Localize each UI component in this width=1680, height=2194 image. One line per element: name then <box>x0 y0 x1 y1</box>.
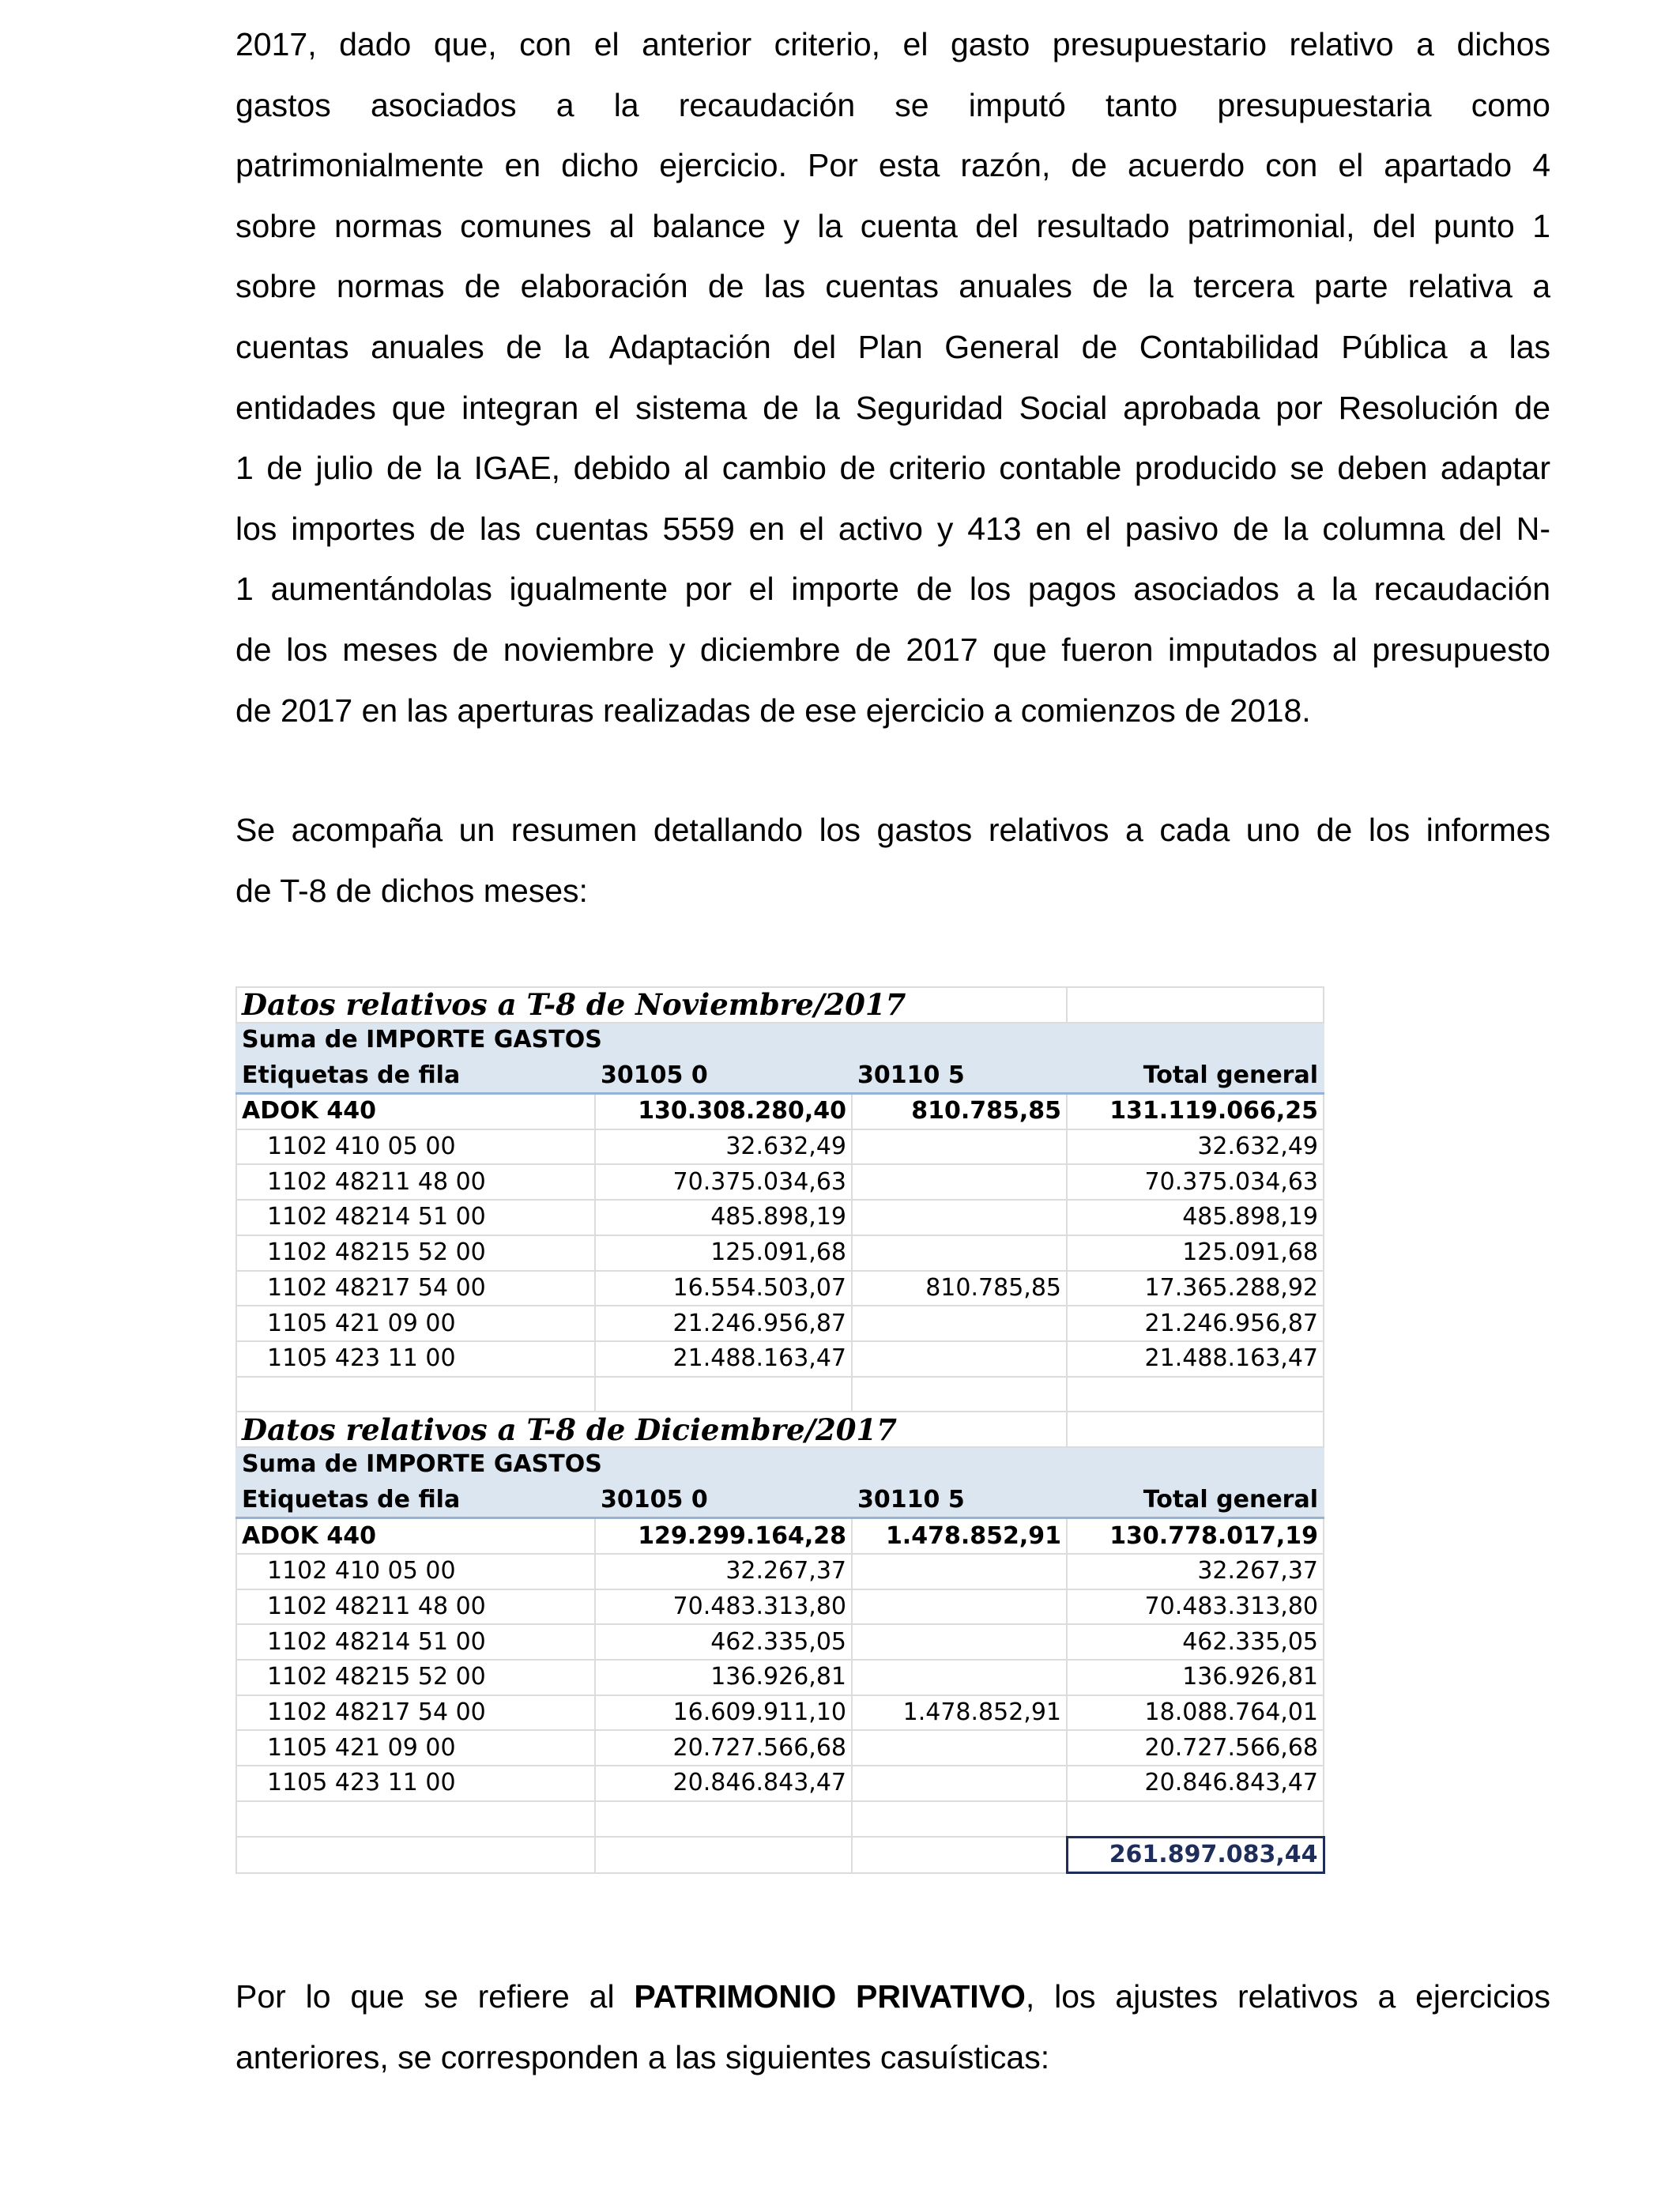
amount-cell: 32.267,37 <box>595 1554 852 1589</box>
table-header-row <box>236 1483 1324 1518</box>
empty-cell <box>236 1837 595 1873</box>
table-row <box>236 1660 1324 1695</box>
amount-cell: 16.554.503,07 <box>595 1271 852 1306</box>
amount-cell <box>852 1235 1067 1271</box>
paragraph-line <box>235 1966 1550 2027</box>
row-label: 1102 48211 48 00 <box>236 1589 595 1625</box>
amount-cell <box>852 1660 1067 1695</box>
amount-cell: 810.785,85 <box>852 1094 1067 1129</box>
paragraph-line: de T-8 de dichos meses: <box>235 872 588 909</box>
paragraph-line: patrimonialmente en dicho ejercicio. Por esta razón, de acuerdo con el apartado 4 <box>235 147 1550 184</box>
blank-row <box>236 1377 1324 1412</box>
empty-cell <box>852 1837 1067 1873</box>
table-subtitle-row <box>236 1447 1324 1483</box>
paragraph-text: , los ajustes relativos a ejercicios <box>1025 1978 1550 2015</box>
grand-total-value: 261.897.083,44 <box>1067 1837 1324 1873</box>
table-total-row <box>236 1094 1324 1129</box>
amount-cell: 136.926,81 <box>595 1660 852 1695</box>
amount-cell <box>852 1129 1067 1165</box>
table-title-row <box>236 987 1324 1023</box>
amount-cell: 129.299.164,28 <box>595 1518 852 1554</box>
amount-cell: 1.478.852,91 <box>852 1518 1067 1554</box>
amount-cell: 810.785,85 <box>852 1271 1067 1306</box>
amount-cell: 70.375.034,63 <box>595 1164 852 1200</box>
amount-cell: 462.335,05 <box>1067 1624 1324 1660</box>
empty-cell <box>595 1377 852 1412</box>
amount-cell: 70.483.313,80 <box>595 1589 852 1625</box>
amount-cell: 18.088.764,01 <box>1067 1695 1324 1731</box>
t8-expenses-table <box>235 986 1325 1874</box>
blank-row <box>236 1801 1324 1837</box>
amount-cell: 20.846.843,47 <box>595 1766 852 1801</box>
column-header: 30110 5 <box>852 1057 1067 1093</box>
table-row <box>236 1624 1324 1660</box>
grand-total-row <box>236 1837 1324 1873</box>
amount-cell: 20.727.566,68 <box>595 1730 852 1766</box>
row-label: 1102 48217 54 00 <box>236 1695 595 1731</box>
table-row <box>236 1554 1324 1589</box>
empty-cell <box>595 1801 852 1837</box>
table-row <box>236 1271 1324 1306</box>
empty-cell <box>1067 1801 1324 1837</box>
row-label: 1105 421 09 00 <box>236 1730 595 1766</box>
row-label: ADOK 440 <box>236 1094 595 1129</box>
patrimonio-privativo-term: PATRIMONIO PRIVATIVO <box>634 1978 1026 2015</box>
column-header: 30110 5 <box>852 1483 1067 1518</box>
amount-cell: 21.246.956,87 <box>1067 1306 1324 1341</box>
row-label: 1102 48215 52 00 <box>236 1660 595 1695</box>
row-label: 1105 423 11 00 <box>236 1341 595 1377</box>
empty-cell <box>236 1801 595 1837</box>
empty-cell <box>236 1377 595 1412</box>
column-header: Etiquetas de fila <box>236 1483 595 1518</box>
amount-cell: 17.365.288,92 <box>1067 1271 1324 1306</box>
amount-cell: 485.898,19 <box>595 1200 852 1235</box>
paragraph-line: cuentas anuales de la Adaptación del Plan General de Contabilidad Pública a las <box>235 328 1550 365</box>
amount-cell: 70.375.034,63 <box>1067 1164 1324 1200</box>
table-row <box>236 1766 1324 1801</box>
amount-cell: 70.483.313,80 <box>1067 1589 1324 1625</box>
row-label: 1102 410 05 00 <box>236 1129 595 1165</box>
column-header: Total general <box>1067 1057 1324 1093</box>
column-header: 30105 0 <box>595 1483 852 1518</box>
empty-cell <box>852 1377 1067 1412</box>
amount-cell: 1.478.852,91 <box>852 1695 1067 1731</box>
table-header-row <box>236 1057 1324 1093</box>
amount-cell: 16.609.911,10 <box>595 1695 852 1731</box>
empty-cell <box>1067 1412 1324 1447</box>
amount-cell: 20.846.843,47 <box>1067 1766 1324 1801</box>
paragraph-line: sobre normas de elaboración de las cuentas anuales de la tercera parte relativa a <box>235 268 1550 305</box>
empty-cell <box>595 1837 852 1873</box>
table-row <box>236 1695 1324 1731</box>
table-row <box>236 1730 1324 1766</box>
row-label: 1102 48215 52 00 <box>236 1235 595 1271</box>
amount-cell <box>852 1341 1067 1377</box>
amount-cell: 131.119.066,25 <box>1067 1094 1324 1129</box>
summary-paragraph <box>235 800 1550 921</box>
intro-paragraph <box>235 14 1550 741</box>
amount-cell <box>852 1766 1067 1801</box>
paragraph-text: Por lo que se refiere al <box>235 1978 635 2015</box>
table-total-row <box>236 1518 1324 1554</box>
amount-cell: 130.308.280,40 <box>595 1094 852 1129</box>
amount-cell: 21.488.163,47 <box>595 1341 852 1377</box>
amount-cell: 32.632,49 <box>1067 1129 1324 1165</box>
amount-cell <box>852 1200 1067 1235</box>
table-row <box>236 1129 1324 1165</box>
amount-cell: 21.488.163,47 <box>1067 1341 1324 1377</box>
amount-cell: 32.267,37 <box>1067 1554 1324 1589</box>
row-label: 1102 48211 48 00 <box>236 1164 595 1200</box>
table-row <box>236 1341 1324 1377</box>
row-label: ADOK 440 <box>236 1518 595 1554</box>
column-header: Etiquetas de fila <box>236 1057 595 1093</box>
amount-cell: 32.632,49 <box>595 1129 852 1165</box>
amount-cell <box>852 1589 1067 1625</box>
table-row <box>236 1200 1324 1235</box>
column-header: Total general <box>1067 1483 1324 1518</box>
row-label: 1102 48214 51 00 <box>236 1624 595 1660</box>
paragraph-line: de 2017 en las aperturas realizadas de ese ejercicio a comienzos de 2018. <box>235 692 1311 729</box>
column-header: 30105 0 <box>595 1057 852 1093</box>
amount-cell: 136.926,81 <box>1067 1660 1324 1695</box>
table-title: Datos relativos a T-8 de Diciembre/2017 <box>236 1412 1067 1447</box>
paragraph-line: de los meses de noviembre y diciembre de 2017 que fueron imputados al presupuesto <box>235 631 1550 668</box>
empty-cell <box>852 1801 1067 1837</box>
amount-cell: 21.246.956,87 <box>595 1306 852 1341</box>
row-label: 1102 48214 51 00 <box>236 1200 595 1235</box>
patrimonio-paragraph <box>235 1966 1550 2087</box>
table-subtitle: Suma de IMPORTE GASTOS <box>236 1447 1324 1483</box>
row-label: 1102 410 05 00 <box>236 1554 595 1589</box>
row-label: 1105 423 11 00 <box>236 1766 595 1801</box>
table-row <box>236 1164 1324 1200</box>
amount-cell: 125.091,68 <box>595 1235 852 1271</box>
amount-cell: 125.091,68 <box>1067 1235 1324 1271</box>
amount-cell <box>852 1730 1067 1766</box>
paragraph-line: Se acompaña un resumen detallando los gastos relativos a cada uno de los informes <box>235 812 1550 848</box>
table-title: Datos relativos a T-8 de Noviembre/2017 <box>236 987 1067 1023</box>
amount-cell <box>852 1164 1067 1200</box>
paragraph-line: sobre normas comunes al balance y la cuenta del resultado patrimonial, del punto 1 <box>235 207 1550 244</box>
table-row <box>236 1306 1324 1341</box>
table-subtitle: Suma de IMPORTE GASTOS <box>236 1023 1324 1058</box>
table-subtitle-row <box>236 1023 1324 1058</box>
amount-cell: 462.335,05 <box>595 1624 852 1660</box>
amount-cell: 485.898,19 <box>1067 1200 1324 1235</box>
paragraph-line: entidades que integran el sistema de la Seguridad Social aprobada por Resolución de <box>235 389 1550 426</box>
empty-cell <box>1067 1377 1324 1412</box>
table-row <box>236 1235 1324 1271</box>
amount-cell: 130.778.017,19 <box>1067 1518 1324 1554</box>
table-title-row <box>236 1412 1324 1447</box>
amount-cell: 20.727.566,68 <box>1067 1730 1324 1766</box>
row-label: 1105 421 09 00 <box>236 1306 595 1341</box>
row-label: 1102 48217 54 00 <box>236 1271 595 1306</box>
amount-cell <box>852 1554 1067 1589</box>
paragraph-line: 2017, dado que, con el anterior criterio, el gasto presupuestario relativo a dichos <box>235 26 1550 62</box>
empty-cell <box>1067 987 1324 1023</box>
amount-cell <box>852 1624 1067 1660</box>
paragraph-line: anteriores, se corresponden a las siguientes casuísticas: <box>235 2038 1050 2075</box>
amount-cell <box>852 1306 1067 1341</box>
paragraph-line: gastos asociados a la recaudación se imputó tanto presupuestaria como <box>235 86 1550 123</box>
paragraph-line: los importes de las cuentas 5559 en el activo y 413 en el pasivo de la columna del N- <box>235 510 1550 547</box>
table-row <box>236 1589 1324 1625</box>
paragraph-line: 1 de julio de la IGAE, debido al cambio de criterio contable producido se deben adaptar <box>235 450 1550 487</box>
paragraph-line: 1 aumentándolas igualmente por el importe de los pagos asociados a la recaudación <box>235 571 1550 608</box>
